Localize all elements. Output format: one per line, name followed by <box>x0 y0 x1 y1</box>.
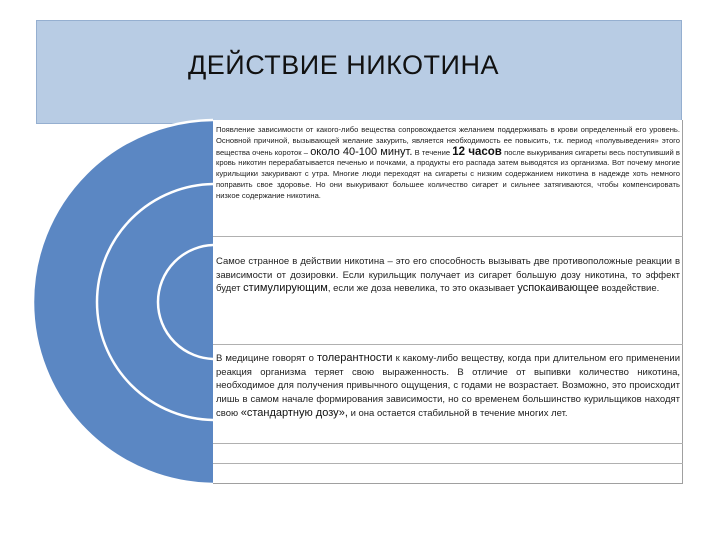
paragraph-half-life: Появление зависимости от какого-либо вещества сопровождается желанием поддерживать в крови определенный его уровень. Основной причиной, вызывающей желание закурить, является необходимость ее повысить, т.к. период «полувыведения» этого вещества очень короток – около 40-100 минут. В течение 12 часов после выкуривания сигареты весь поступивший в кровь никотин перерабатывается печенью и почками, а продукты его распада затем выводятся из организма. Вот почему многие курильщики закуривают с утра. Многие люди переходят на сигареты с низким содержанием никотина в надежде хоть немного поправить свое здоровье. Но они выкуривают большее количество сигарет и сильнее затягиваются, чтобы компенсировать низкое содержание никотина. <box>216 125 680 200</box>
separator-line <box>213 443 683 444</box>
separator-line <box>213 463 683 464</box>
separator-line <box>213 236 683 237</box>
slide-title: ДЕЙСТВИЕ НИКОТИНА <box>188 50 499 80</box>
separator-line <box>213 344 683 345</box>
paragraph-dose-effect: Самое странное в действии никотина – это его способность вызывать две противоположные реакции в зависимости от дозировки. Если курильщик получает из сигарет большую дозу никотина, то эффект будет стимулирующим, если же доза невелика, то это оказывает успокаивающее воздействие. <box>216 256 680 295</box>
paragraph-tolerance: В медицине говорят о толерантности к какому-либо веществу, когда при длительном его применении реакция организма теряет свою выраженность. В отличие от выпивки количество никотина, необходимое для получения привычного ощущения, с годами не возрастает. Возможно, это происходит лишь в самом начале формирования зависимости, но со временем большинство курильщиков находят свою «стандартную дозу», и она остается стабильной в течение многих лет. <box>216 352 680 419</box>
